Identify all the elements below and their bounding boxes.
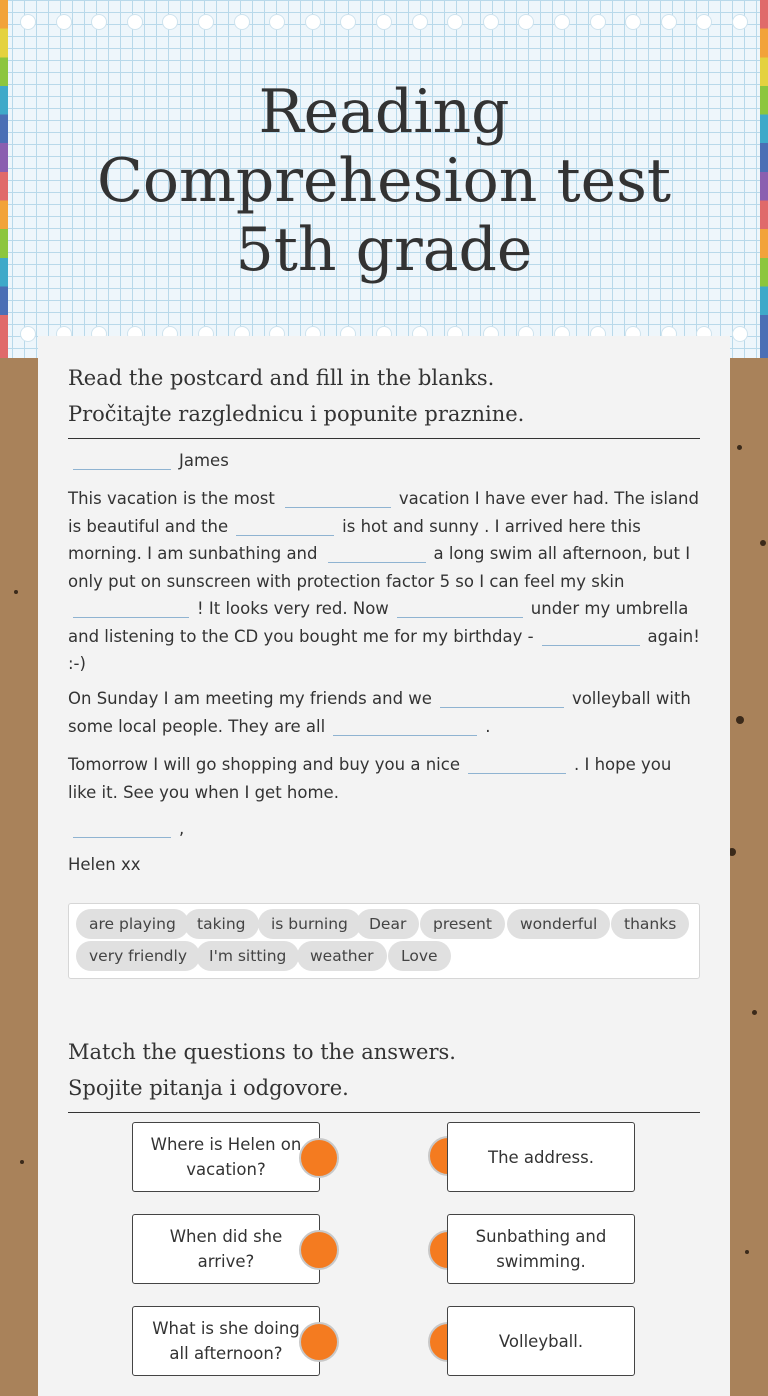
paper-holes-top xyxy=(20,14,748,32)
blank-input-7[interactable] xyxy=(542,625,640,646)
word-chip[interactable]: I'm sitting xyxy=(196,941,299,971)
title-line-3: 5th grade xyxy=(235,215,533,285)
blank-input-3[interactable] xyxy=(236,515,334,536)
p1-text-a: This vacation is the most xyxy=(68,489,275,508)
cork-speck xyxy=(20,1160,24,1164)
title-line-1: Reading xyxy=(258,77,510,147)
p2-text-a: On Sunday I am meeting my friends and we xyxy=(68,689,432,708)
cork-speck xyxy=(760,540,766,546)
question-connector-2[interactable] xyxy=(299,1230,339,1270)
blank-input-6[interactable] xyxy=(397,597,523,618)
word-chip[interactable]: very friendly xyxy=(76,941,200,971)
instruction-en: Read the postcard and fill in the blanks. xyxy=(68,366,495,390)
answer-box-3: Volleyball. xyxy=(447,1306,635,1376)
p1-text-f: under my umbrella and listening to the CD you bought me for my birthday - xyxy=(68,599,689,646)
word-chip[interactable]: thanks xyxy=(611,909,689,939)
title-line-2: Comprehesion test xyxy=(96,146,671,216)
p1-text-e: ! It looks very red. Now xyxy=(197,599,389,618)
word-chip[interactable]: taking xyxy=(184,909,259,939)
cork-speck xyxy=(745,1250,749,1254)
instruction-hr: Spojite pitanja i odgovore. xyxy=(68,1076,349,1100)
greeting-name: James xyxy=(179,451,229,470)
question-connector-1[interactable] xyxy=(299,1138,339,1178)
word-chip[interactable]: Dear xyxy=(356,909,419,939)
paragraph-3 xyxy=(68,751,700,806)
p1-text-g: again! :-) xyxy=(68,626,700,673)
closing-comma: , xyxy=(179,819,185,838)
p3-text-a: Tomorrow I will go shopping and buy you a nice xyxy=(68,755,460,774)
fill-blanks-heading xyxy=(68,360,700,439)
blank-input-4[interactable] xyxy=(328,542,426,563)
paragraph-2 xyxy=(68,685,700,740)
question-connector-3[interactable] xyxy=(299,1322,339,1362)
blank-input-1[interactable] xyxy=(73,449,171,470)
p1-text-d: a long swim all afternoon, but I only put on sunscreen with protection factor 5 so I can feel my skin xyxy=(68,544,691,591)
blank-input-8[interactable] xyxy=(440,687,564,708)
instruction-hr: Pročitajte razglednicu i popunite praznine. xyxy=(68,402,525,426)
question-box-1: Where is Helen on vacation? xyxy=(132,1122,320,1192)
blank-input-11[interactable] xyxy=(73,817,171,838)
cork-speck xyxy=(736,716,744,724)
word-chip[interactable]: present xyxy=(420,909,505,939)
closing-line xyxy=(68,815,700,843)
matching-heading xyxy=(68,1034,700,1113)
p3-text-b: . I hope you like it. See you when I get home. xyxy=(68,755,672,802)
signature: Helen xx xyxy=(68,855,141,874)
word-chip[interactable]: is burning xyxy=(258,909,361,939)
p2-text-c: . xyxy=(485,716,491,736)
blank-input-5[interactable] xyxy=(73,597,189,618)
word-bank xyxy=(68,903,700,979)
word-chip[interactable]: are playing xyxy=(76,909,189,939)
answer-box-1: The address. xyxy=(447,1122,635,1192)
cork-speck xyxy=(752,1010,757,1015)
greeting-line xyxy=(68,447,700,475)
p2-text-b: volleyball with some local people. They are all xyxy=(68,689,691,736)
p1-text-c: is hot and sunny . I arrived here this morning. I am sunbathing and xyxy=(68,516,641,563)
paragraph-1 xyxy=(68,485,700,678)
question-box-3: What is she doing all afternoon? xyxy=(132,1306,320,1376)
word-chip[interactable]: wonderful xyxy=(507,909,610,939)
cork-speck xyxy=(14,590,18,594)
page-title xyxy=(0,78,768,285)
instruction-en: Match the questions to the answers. xyxy=(68,1040,456,1064)
header-banner xyxy=(0,0,768,358)
blank-input-10[interactable] xyxy=(468,753,566,774)
blank-input-2[interactable] xyxy=(285,487,391,508)
blank-input-9[interactable] xyxy=(333,715,477,736)
word-chip[interactable]: weather xyxy=(297,941,387,971)
cork-speck xyxy=(737,445,742,450)
worksheet xyxy=(38,336,730,1396)
word-chip[interactable]: Love xyxy=(388,941,451,971)
question-box-2: When did she arrive? xyxy=(132,1214,320,1284)
p1-text-b: vacation I have ever had. The island is beautiful and the xyxy=(68,489,699,536)
answer-box-2: Sunbathing and swimming. xyxy=(447,1214,635,1284)
